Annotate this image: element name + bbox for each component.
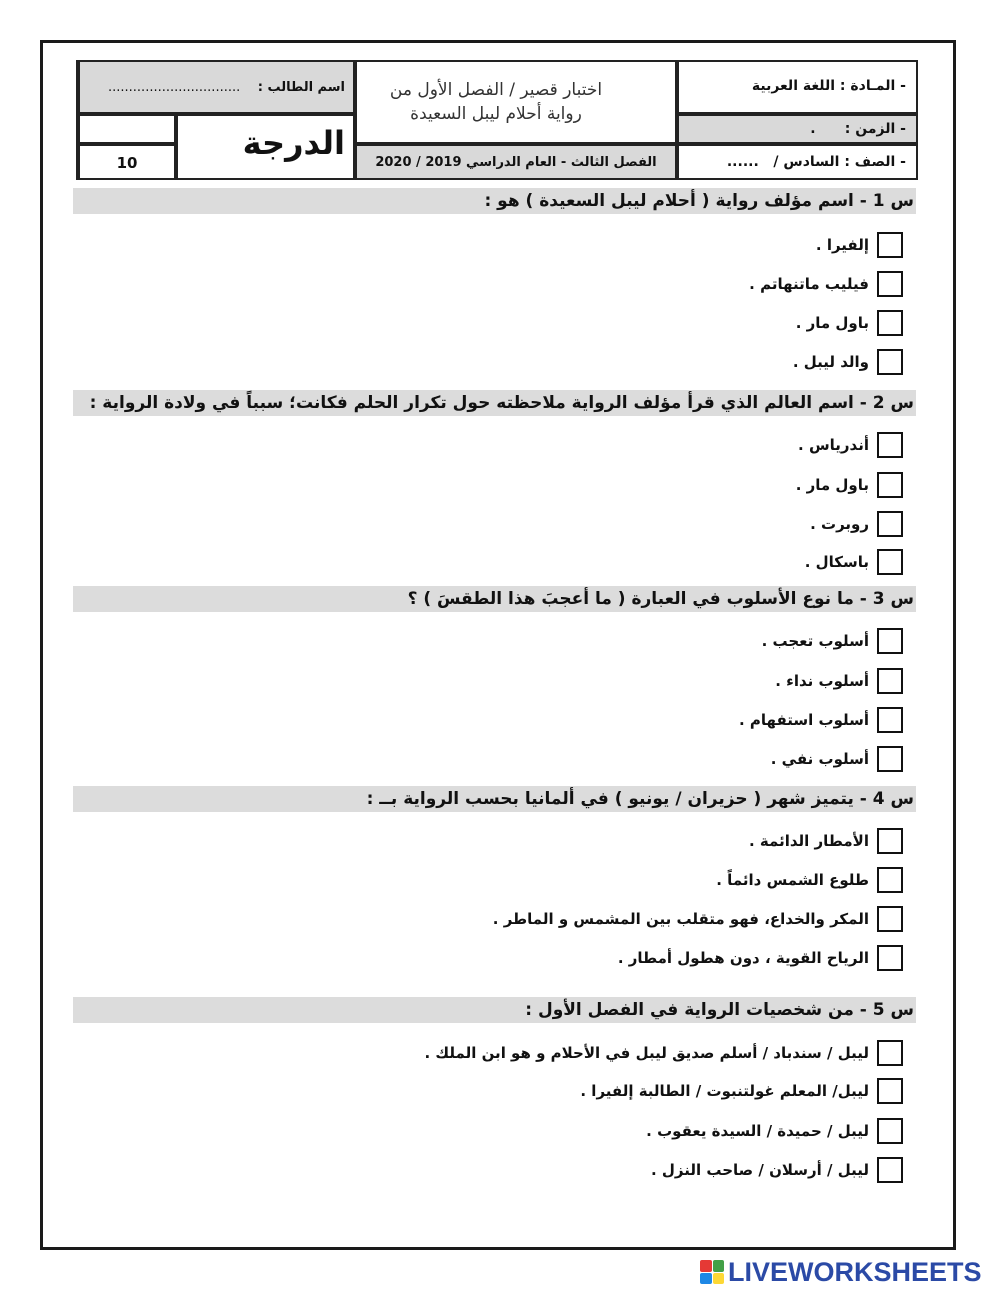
- checkbox[interactable]: [877, 1118, 903, 1144]
- q1-option-2[interactable]: [749, 269, 903, 299]
- option-label: ليبل / أرسلان / صاحب النزل .: [650, 1161, 869, 1179]
- option-label: أندرياس .: [798, 436, 869, 454]
- question-1: س 1 - اسم مؤلف رواية ( أحلام ليبل السعيدة ) هو :: [73, 188, 916, 214]
- q5-option-2[interactable]: [580, 1076, 903, 1106]
- class-cell: [677, 144, 918, 180]
- max-score-cell: [78, 144, 176, 180]
- checkbox[interactable]: [877, 1157, 903, 1183]
- q1-option-4[interactable]: [793, 347, 903, 377]
- q3-option-4[interactable]: [771, 744, 903, 774]
- grade-word-cell: [176, 114, 355, 180]
- q2-option-1[interactable]: [798, 430, 903, 460]
- option-label: ليبل/ المعلم غولتنبوت / الطالبة إلفيرا .: [580, 1082, 869, 1100]
- q1-option-1[interactable]: [816, 230, 903, 260]
- time-cell: [677, 114, 918, 144]
- subject-cell: [677, 60, 918, 114]
- class-label: - الصف : السادس / ......: [726, 154, 906, 170]
- option-label: باول مار .: [795, 314, 869, 332]
- checkbox[interactable]: [877, 349, 903, 375]
- q1-option-3[interactable]: [796, 308, 903, 338]
- question-2: س 2 - اسم العالم الذي قرأ مؤلف الرواية ملاحظته حول تكرار الحلم فكانت؛ سبباً في ولادة الرواية :: [73, 390, 916, 416]
- q4-option-3[interactable]: [493, 904, 903, 934]
- option-label: أسلوب استفهام .: [739, 711, 869, 729]
- q3-option-1[interactable]: [762, 626, 903, 656]
- term-label: الفصل الثالث - العام الدراسي 2019 / 2020: [375, 155, 657, 170]
- checkbox[interactable]: [877, 906, 903, 932]
- option-label: أسلوب نداء .: [775, 672, 869, 690]
- liveworksheets-logo: [700, 1258, 982, 1286]
- option-label: ليبل / سندباد / أسلم صديق ليبل في الأحلام و هو ابن الملك .: [424, 1044, 869, 1062]
- quiz-title-line2: رواية أحلام ليبل السعيدة: [410, 104, 582, 124]
- question-4: س 4 - يتميز شهر ( حزيران / يونيو ) في ألمانيا بحسب الرواية بــ :: [73, 786, 916, 812]
- checkbox[interactable]: [877, 746, 903, 772]
- question-5: س 5 - من شخصيات الرواية في الفصل الأول :: [73, 997, 916, 1023]
- option-label: المكر والخداع، فهو متقلب بين المشمس و الماطر .: [492, 910, 869, 928]
- checkbox[interactable]: [877, 945, 903, 971]
- q5-option-3[interactable]: [646, 1116, 903, 1146]
- term-cell: [355, 144, 677, 180]
- student-name-cell: [78, 60, 355, 114]
- checkbox[interactable]: [877, 1078, 903, 1104]
- checkbox[interactable]: [877, 828, 903, 854]
- q5-option-4[interactable]: [651, 1155, 903, 1185]
- grade-word: الدرجة: [242, 124, 345, 162]
- q3-option-3[interactable]: [739, 705, 903, 735]
- option-label: فيليب ماتنهاتم .: [749, 275, 869, 293]
- checkbox[interactable]: [877, 310, 903, 336]
- option-label: إلفيرا .: [815, 236, 869, 254]
- quiz-title-cell: [355, 60, 677, 144]
- checkbox[interactable]: [877, 1040, 903, 1066]
- q2-option-3[interactable]: [810, 509, 903, 539]
- option-label: ليبل / حميدة / السيدة يعقوب .: [646, 1122, 869, 1140]
- checkbox[interactable]: [877, 628, 903, 654]
- checkbox[interactable]: [877, 432, 903, 458]
- checkbox[interactable]: [877, 511, 903, 537]
- student-name-label: اسم الطالب :: [257, 80, 345, 95]
- checkbox[interactable]: [877, 232, 903, 258]
- option-label: أسلوب تعجب .: [761, 632, 869, 650]
- max-score: 10: [116, 154, 138, 172]
- q4-option-2[interactable]: [716, 865, 903, 895]
- subject-label: - المـادة : اللغة العربية: [751, 78, 906, 94]
- time-label: - الزمن : .: [810, 121, 906, 137]
- q2-option-2[interactable]: [796, 470, 903, 500]
- option-label: باول مار .: [795, 476, 869, 494]
- option-label: الأمطار الدائمة .: [749, 832, 869, 850]
- quiz-title-line1: اختبار قصير / الفصل الأول من: [389, 80, 603, 100]
- option-label: باسكال .: [804, 553, 869, 571]
- checkbox[interactable]: [877, 867, 903, 893]
- q5-option-1[interactable]: [425, 1038, 904, 1068]
- option-label: والد ليبل .: [792, 353, 869, 371]
- q4-option-1[interactable]: [749, 826, 903, 856]
- option-label: أسلوب نفي .: [770, 750, 869, 768]
- checkbox[interactable]: [877, 668, 903, 694]
- question-3: س 3 - ما نوع الأسلوب في العبارة ( ما أعجبَ هذا الطقسَ ) ؟: [73, 586, 916, 612]
- checkbox[interactable]: [877, 271, 903, 297]
- option-label: الرياح القوية ، دون هطول أمطار .: [617, 949, 869, 967]
- option-label: طلوع الشمس دائماً .: [716, 871, 869, 889]
- score-entry-cell[interactable]: [78, 114, 176, 144]
- brand-name: LIVEWORKSHEETS: [728, 1256, 982, 1287]
- checkbox[interactable]: [877, 549, 903, 575]
- checkbox[interactable]: [877, 707, 903, 733]
- option-label: روبرت .: [810, 515, 869, 533]
- q3-option-2[interactable]: [775, 666, 903, 696]
- q4-option-4[interactable]: [618, 943, 903, 973]
- liveworksheets-mark-icon: [700, 1260, 724, 1284]
- student-name-field[interactable]: ................................: [108, 80, 241, 95]
- q2-option-4[interactable]: [805, 547, 903, 577]
- checkbox[interactable]: [877, 472, 903, 498]
